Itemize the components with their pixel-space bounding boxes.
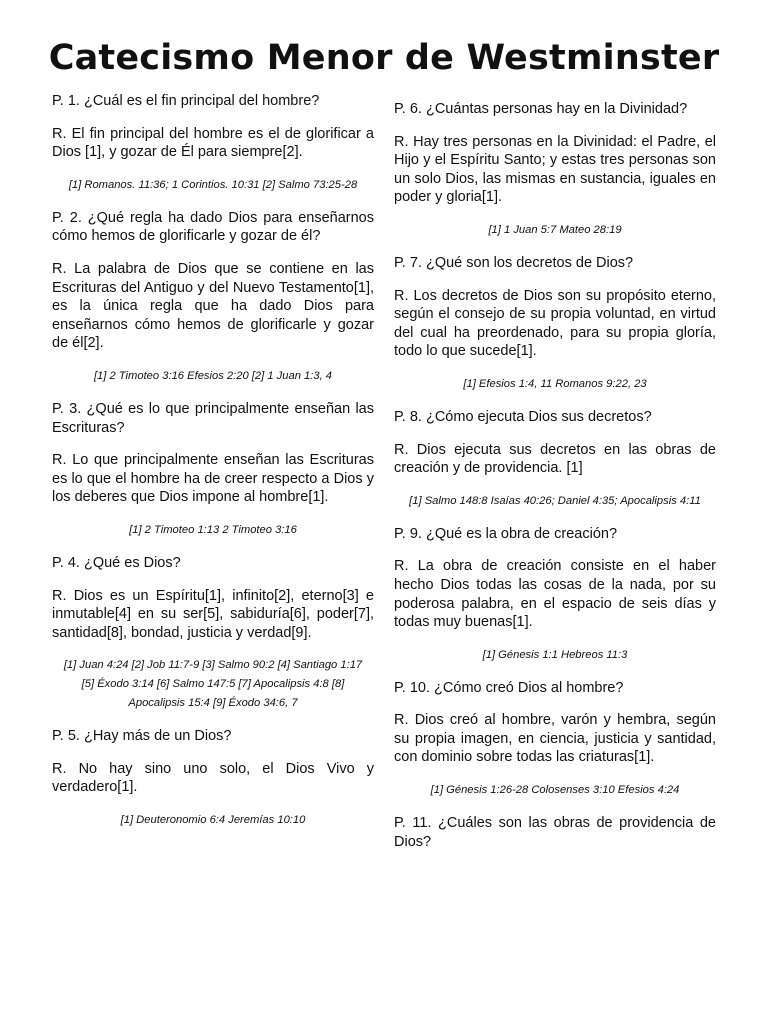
question-6: P. 6. ¿Cuántas personas hay en la Divinidad? bbox=[394, 101, 688, 117]
answer-7: R. Los decretos de Dios son su propósito eterno, según el consejo de su propia voluntad, en virtud del cual ha preordenado, para su propia gloría, todo lo que sucede[1]. bbox=[394, 287, 716, 360]
references-9: [1] Génesis 1:1 Hebreos 11:3 bbox=[482, 648, 628, 661]
question-11: P. 11. ¿Cuáles son las obras de providencia de Dios? bbox=[394, 815, 716, 850]
references-2: [1] 2 Timoteo 3:16 Efesios 2:20 [2] 1 Juan 1:3, 4 bbox=[93, 369, 333, 382]
question-7: P. 7. ¿Qué son los decretos de Dios? bbox=[394, 254, 634, 271]
references-1: [1] Romanos. 11:36; 1 Corintios. 10:31 [2] Salmo 73:25-28 bbox=[68, 178, 358, 191]
answer-9: R. La obra de creación consiste en el haber hecho Dios todas las cosas de la nada, por su poderosa palabra, en el espacio de seis días y todas muy buenas[1]. bbox=[394, 558, 716, 631]
question-8: P. 8. ¿Cómo ejecuta Dios sus decretos? bbox=[394, 408, 652, 425]
references-4: [1] Juan 4:24 [2] Job 11:7-9 [3] Salmo 90:2 [4] Santiago 1:17 [5] Éxodo 3:14 [6] Salmo 147:5 [7] Apocalipsis 4:8 [8] Apocalipsis 15:4 [9] Éxodo 34:6, 7 bbox=[63, 659, 363, 710]
answer-10: R. Dios creó al hombre, varón y hembra, según su propia imagen, en ciencia, justicia y santidad, con dominio sobre todas las criaturas[1]. bbox=[394, 712, 716, 766]
references-7: [1] Efesios 1:4, 11 Romanos 9:22, 23 bbox=[463, 377, 647, 390]
question-4: P. 4. ¿Qué es Dios? bbox=[52, 554, 181, 571]
answer-5: R. No hay sino uno solo, el Dios Vivo y verdadero[1]. bbox=[52, 760, 374, 796]
page-title: Catecismo Menor de Westminster bbox=[48, 38, 720, 78]
references-10: [1] Génesis 1:26-28 Colosenses 3:10 Efesios 4:24 bbox=[430, 784, 680, 797]
answer-2: R. La palabra de Dios que se contiene en las Escrituras del Antiguo y del Nuevo Testamento[1], es la única regla que ha dado Dios para enseñarnos cómo hemos de glorificarle y gozar de él[2]. bbox=[52, 260, 374, 352]
references-5: [1] Deuteronomio 6:4 Jeremías 10:10 bbox=[120, 814, 306, 827]
question-2: P. 2. ¿Qué regla ha dado Dios para enseñarnos cómo hemos de glorificarle y gozar de él? bbox=[52, 209, 374, 245]
question-10: P. 10. ¿Cómo creó Dios al hombre? bbox=[394, 679, 624, 696]
answer-1: R. El fin principal del hombre es el de glorificar a Dios [1], y gozar de Él para siempre[2]. bbox=[52, 125, 374, 161]
left-column bbox=[52, 92, 374, 844]
question-5: P. 5. ¿Hay más de un Dios? bbox=[52, 728, 232, 745]
answer-8: R. Dios ejecuta sus decretos en las obras de creación y de providencia. [1] bbox=[394, 441, 716, 477]
references-3: [1] 2 Timoteo 1:13 2 Timoteo 3:16 bbox=[129, 523, 297, 536]
question-3: P. 3. ¿Qué es lo que principalmente enseñan las Escrituras? bbox=[52, 400, 374, 436]
references-8: [1] Salmo 148:8 Isaías 40:26; Daniel 4:35; Apocalipsis 4:11 bbox=[409, 494, 701, 507]
references-6: [1] 1 Juan 5:7 Mateo 28:19 bbox=[488, 223, 622, 236]
question-1: P. 1. ¿Cuál es el fin principal del hombre? bbox=[52, 93, 320, 109]
answer-3: R. Lo que principalmente enseñan las Escrituras es lo que el hombre ha de creer respecto a Dios y los deberes que Dios impone al hombre[1]. bbox=[52, 452, 374, 506]
answer-6: R. Hay tres personas en la Divinidad: el Padre, el Hijo y el Espíritu Santo; y estas tres personas son un solo Dios, las mismas en sustancia, iguales en poder y gloria[1]. bbox=[394, 133, 716, 206]
right-column bbox=[394, 100, 716, 865]
answer-4: R. Dios es un Espíritu[1], infinito[2], eterno[3] e inmutable[4] en su ser[5], sabiduría[6], poder[7], santidad[8], bondad, justicia y verdad[9]. bbox=[52, 587, 374, 641]
question-9: P. 9. ¿Qué es la obra de creación? bbox=[394, 525, 618, 542]
